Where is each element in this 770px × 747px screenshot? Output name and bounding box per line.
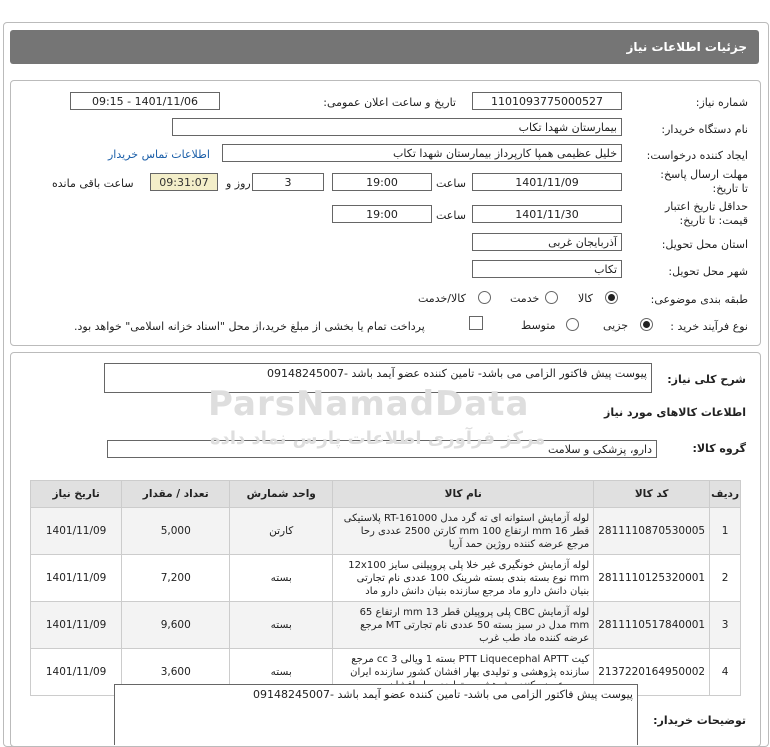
cell-name: لوله آزمایش استوانه ای ته گرد مدل RT-161000 پلاستیکی قطر 16 mm ارتفاع 100 mm کارتن 2500 عددی رحا مرجع عرضه کننده روژین حمد آریا	[333, 508, 594, 555]
province-label: استان محل تحویل:	[661, 238, 748, 251]
deadline-time-field[interactable]: 19:00	[332, 173, 432, 191]
city-label: شهر محل تحویل:	[668, 265, 748, 278]
cell-quantity: 7,200	[122, 555, 230, 602]
category-option-service: خدمت	[510, 292, 540, 305]
category-radio-goods-service[interactable]	[478, 291, 491, 304]
deadline-date-field[interactable]: 1401/11/09	[472, 173, 622, 191]
buyer-notes-field: پیوست پیش فاکتور الزامی می باشد- تامین کننده عضو آیمد باشد -09148245007	[114, 684, 638, 745]
buyer-org-label: نام دستگاه خریدار:	[661, 123, 748, 136]
treasury-checkbox[interactable]	[469, 316, 483, 330]
category-option-goods-service: کالا/خدمت	[418, 292, 466, 305]
cell-name: لوله آزمایش CBC پلی پروپیلن قطر 13 mm ارتفاع 65 mm مدل در سبز بسته 50 عددی نام تجارتی MT مرجع عرضه کننده ماد طب غرب	[333, 602, 594, 649]
cell-code: 2811110517840001	[594, 602, 710, 649]
need-number-field[interactable]: 1101093775000527	[472, 92, 622, 110]
purchase-type-option-minor: جزیی	[603, 319, 629, 332]
cell-code: 2811110125320001	[594, 555, 710, 602]
cell-unit: بسته	[230, 555, 333, 602]
requester-label: ایجاد کننده درخواست:	[646, 149, 748, 162]
remaining-time-field: 09:31:07	[150, 173, 218, 191]
purchase-type-label: نوع فرآیند خرید :	[670, 320, 748, 333]
cell-unit: بسته	[230, 602, 333, 649]
announce-datetime-label: تاریخ و ساعت اعلان عمومی:	[323, 96, 456, 109]
buyer-notes-label: توضیحات خریدار:	[653, 714, 746, 727]
cell-name: لوله آزمایش خونگیری غیر خلا پلی پروپیلنی سایز 12x100 mm نوع بسته بندی بسته شرینک 100 عددی نام تجارتی بنیان دانش دارو ماد مرجع سازنده بنیان دانش دارو ماد	[333, 555, 594, 602]
deadline-time-label: ساعت	[436, 177, 466, 190]
table-row[interactable]	[31, 508, 741, 555]
buyer-contact-link[interactable]: اطلاعات تماس خریدار	[108, 148, 210, 161]
col-header-code: کد کالا	[594, 481, 710, 508]
purchase-type-option-medium: متوسط	[521, 319, 556, 332]
remaining-days-label: روز و	[226, 177, 251, 190]
cell-date: 1401/11/09	[31, 649, 122, 696]
watermark-logo: ParsNamadData	[208, 384, 530, 424]
col-header-date: تاریخ نیاز	[31, 481, 122, 508]
need-number-label: شماره نیاز:	[695, 96, 748, 109]
treasury-note: پرداخت تمام یا بخشی از مبلغ خرید،از محل "اسناد خزانه اسلامی" خواهد بود.	[74, 320, 425, 333]
category-radio-service[interactable]	[545, 291, 558, 304]
cell-row-number: 2	[710, 555, 741, 602]
col-header-quantity: تعداد / مقدار	[122, 481, 230, 508]
buyer-org-field[interactable]: بیمارستان شهدا تکاب	[172, 118, 622, 136]
requester-field[interactable]: خلیل عظیمی همپا کارپرداز بیمارستان شهدا تکاب	[222, 144, 622, 162]
remaining-days-field: 3	[252, 173, 324, 191]
table-header-row	[31, 481, 741, 508]
goods-group-label: گروه کالا:	[692, 442, 746, 455]
cell-quantity: 5,000	[122, 508, 230, 555]
page-header	[10, 30, 759, 64]
col-header-unit: واحد شمارش	[230, 481, 333, 508]
summary-field: پیوست پیش فاکتور الزامی می باشد- تامین کننده عضو آیمد باشد -09148245007	[104, 363, 652, 393]
summary-label: شرح کلی نیاز:	[667, 373, 746, 386]
validity-time-label: ساعت	[436, 209, 466, 222]
city-field[interactable]: تکاب	[472, 260, 622, 278]
page-title: جزئیات اطلاعات نیاز	[626, 40, 747, 54]
table-row[interactable]	[31, 555, 741, 602]
col-header-row-number: ردیف	[710, 481, 741, 508]
watermark-subtitle: مرکز فرآوری اطلاعات پارس نماد داده	[210, 428, 546, 449]
category-option-goods: کالا	[578, 292, 593, 305]
cell-name: کیت PTT Liquecephal APTT بسته 1 ویالی 3 cc مرجع سازنده پژوهشی و تولیدی بهار افشان کشور سازنده ایران	[333, 649, 594, 696]
deadline-label: مهلت ارسال پاسخ: تا تاریخ:	[660, 168, 748, 195]
category-label: طبقه بندی موضوعی:	[650, 293, 748, 306]
cell-row-number: 4	[710, 649, 741, 696]
cell-row-number: 3	[710, 602, 741, 649]
announce-datetime-field[interactable]: 1401/11/06 - 09:15	[70, 92, 220, 110]
cell-quantity: 9,600	[122, 602, 230, 649]
category-radio-goods[interactable]	[605, 291, 618, 304]
table-row[interactable]	[31, 602, 741, 649]
cell-code: 2137220164950002	[594, 649, 710, 696]
goods-table	[30, 480, 741, 696]
cell-date: 1401/11/09	[31, 508, 122, 555]
goods-group-field: دارو، پزشکی و سلامت	[107, 440, 657, 458]
col-header-name: نام کالا	[333, 481, 594, 508]
cell-code: 2811110870530005	[594, 508, 710, 555]
province-field[interactable]: آذربایجان غربی	[472, 233, 622, 251]
remaining-time-label: ساعت باقی مانده	[52, 177, 134, 190]
cell-date: 1401/11/09	[31, 602, 122, 649]
validity-time-field[interactable]: 19:00	[332, 205, 432, 223]
cell-quantity: 3,600	[122, 649, 230, 696]
cell-date: 1401/11/09	[31, 555, 122, 602]
purchase-type-radio-medium[interactable]	[566, 318, 579, 331]
goods-section-title: اطلاعات کالاهای مورد نیاز	[604, 406, 746, 419]
validity-date-field[interactable]: 1401/11/30	[472, 205, 622, 223]
cell-unit: کارتن	[230, 508, 333, 555]
cell-unit: بسته	[230, 649, 333, 696]
purchase-type-radio-minor[interactable]	[640, 318, 653, 331]
validity-label: حداقل تاریخ اعتبار قیمت: تا تاریخ:	[664, 200, 748, 227]
cell-row-number: 1	[710, 508, 741, 555]
